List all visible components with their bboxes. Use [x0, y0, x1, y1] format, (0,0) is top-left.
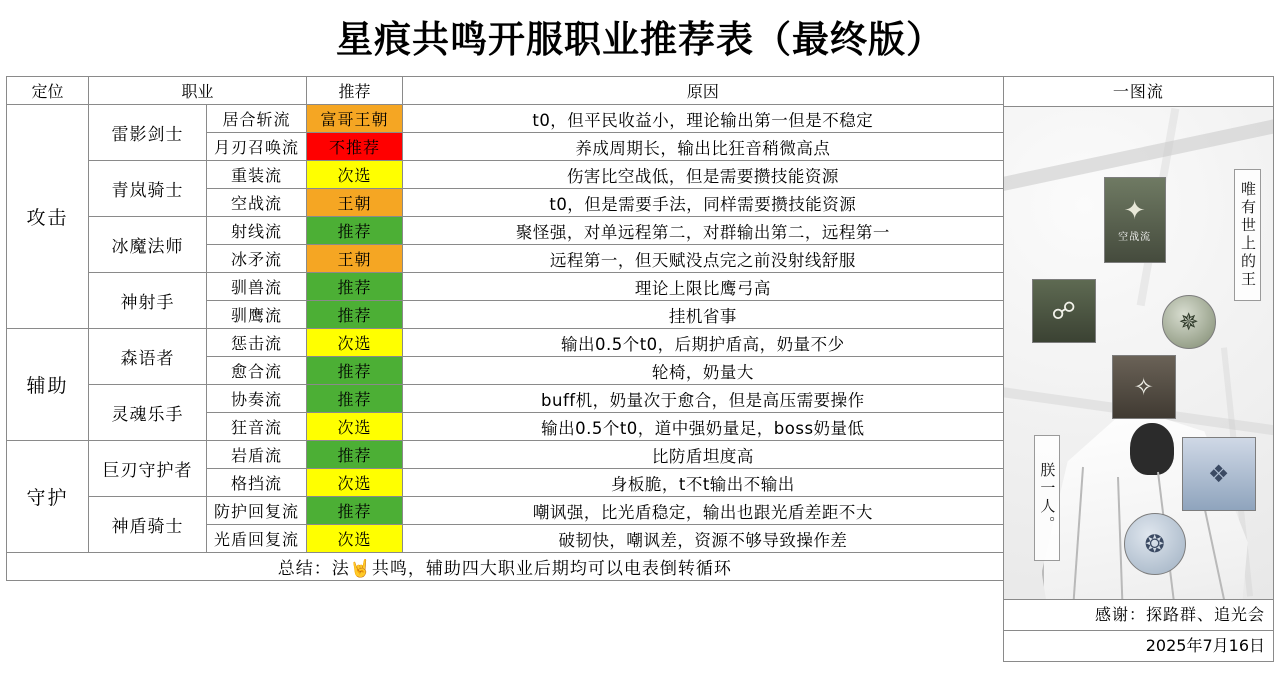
- reason-cell: 比防盾坦度高: [403, 441, 1004, 469]
- skill-icon-4[interactable]: [1124, 513, 1186, 575]
- class-cell: 灵魂乐手: [89, 385, 207, 441]
- reason-cell: 挂机省事: [403, 301, 1004, 329]
- table-row: [7, 273, 1004, 301]
- build-cell: 岩盾流: [207, 441, 307, 469]
- recommendation-badge: 王朝: [307, 245, 403, 273]
- artwork-caption-top: 唯有世上的王: [1234, 169, 1261, 301]
- table-header-row: [7, 77, 1004, 105]
- recommendation-badge: 推荐: [307, 497, 403, 525]
- class-recommendation-table: [6, 76, 1004, 581]
- build-cell: 重装流: [207, 161, 307, 189]
- reason-cell: t0，但平民收益小，理论输出第一但是不稳定: [403, 105, 1004, 133]
- right-panel-header: 一图流: [1003, 76, 1274, 107]
- reason-cell: buff机，奶量次于愈合，但是高压需要操作: [403, 385, 1004, 413]
- table-row: [7, 441, 1004, 469]
- table-row: [7, 161, 1004, 189]
- summary-row: [7, 553, 1004, 581]
- class-cell: 巨刃守护者: [89, 441, 207, 497]
- reason-cell: 聚怪强，对单远程第二，对群输出第二，远程第一: [403, 217, 1004, 245]
- header-role: 定位: [7, 77, 89, 105]
- page-title: 星痕共鸣开服职业推荐表（最终版）: [336, 18, 944, 61]
- class-cell: 雷影剑士: [89, 105, 207, 161]
- skill-icon-5-glyph: ✵: [1178, 308, 1199, 337]
- reason-cell: 伤害比空战低，但是需要攒技能资源: [403, 161, 1004, 189]
- recommendation-badge: 推荐: [307, 301, 403, 329]
- build-cell: 居合斩流: [207, 105, 307, 133]
- table-row: [7, 497, 1004, 525]
- role-cell: 攻击: [7, 105, 89, 329]
- recommendation-badge: 次选: [307, 329, 403, 357]
- artwork-caption-bottom: 朕一人。: [1034, 435, 1061, 561]
- build-cell: 射线流: [207, 217, 307, 245]
- reason-cell: 身板脆，t不t输出不输出: [403, 469, 1004, 497]
- header-reason: 原因: [403, 77, 1004, 105]
- header-recommend: 推荐: [307, 77, 403, 105]
- recommendation-badge: 次选: [307, 525, 403, 553]
- build-cell: 驯兽流: [207, 273, 307, 301]
- build-cell: 格挡流: [207, 469, 307, 497]
- reason-cell: 嘲讽强，比光盾稳定，输出也跟光盾差距不大: [403, 497, 1004, 525]
- skill-icon-main[interactable]: [1104, 177, 1166, 263]
- reason-cell: 理论上限比鹰弓高: [403, 273, 1004, 301]
- skill-icon-1[interactable]: [1032, 279, 1096, 343]
- character-artwork: [1003, 107, 1274, 600]
- reason-cell: 输出0.5个t0，后期护盾高，奶量不少: [403, 329, 1004, 357]
- content-area: [0, 76, 1280, 662]
- recommendation-badge: 次选: [307, 413, 403, 441]
- recommendation-badge: 推荐: [307, 273, 403, 301]
- build-cell: 月刃召唤流: [207, 133, 307, 161]
- class-cell: 神盾骑士: [89, 497, 207, 553]
- build-cell: 协奏流: [207, 385, 307, 413]
- reason-cell: 破韧快，嘲讽差，资源不够导致操作差: [403, 525, 1004, 553]
- recommendation-badge: 不推荐: [307, 133, 403, 161]
- recommendation-badge: 次选: [307, 469, 403, 497]
- build-cell: 驯鹰流: [207, 301, 307, 329]
- table-row: [7, 385, 1004, 413]
- reason-cell: t0，但是需要手法，同样需要攒技能资源: [403, 189, 1004, 217]
- skill-icon-4-glyph: ❂: [1144, 530, 1165, 559]
- build-cell: 冰矛流: [207, 245, 307, 273]
- build-cell: 愈合流: [207, 357, 307, 385]
- reason-cell: 远程第一，但天赋没点完之前没射线舒服: [403, 245, 1004, 273]
- build-cell: 光盾回复流: [207, 525, 307, 553]
- recommendation-badge: 王朝: [307, 189, 403, 217]
- credits-text: 感谢：探路群、追光会: [1003, 600, 1274, 631]
- skill-icon-5[interactable]: [1162, 295, 1216, 349]
- header-class: 职业: [89, 77, 307, 105]
- skill-icon-3[interactable]: [1182, 437, 1256, 511]
- table-row: [7, 217, 1004, 245]
- class-cell: 神射手: [89, 273, 207, 329]
- role-cell: 守护: [7, 441, 89, 553]
- class-cell: 森语者: [89, 329, 207, 385]
- character-head: [1130, 423, 1174, 475]
- build-cell: 狂音流: [207, 413, 307, 441]
- skill-icon-2[interactable]: [1112, 355, 1176, 419]
- reason-cell: 输出0.5个t0，道中强奶量足，boss奶量低: [403, 413, 1004, 441]
- summary-text: 总结：法🤘共鸣，辅助四大职业后期均可以电表倒转循环: [7, 553, 1004, 581]
- table-row: [7, 105, 1004, 133]
- recommendation-badge: 富哥王朝: [307, 105, 403, 133]
- build-cell: 防护回复流: [207, 497, 307, 525]
- skill-icon-main-glyph: ✦: [1123, 195, 1146, 226]
- date-text: 2025年7月16日: [1003, 631, 1274, 662]
- skill-icon-2-glyph: ✧: [1133, 373, 1154, 402]
- recommendation-badge: 推荐: [307, 441, 403, 469]
- recommendation-badge: 次选: [307, 161, 403, 189]
- skill-icon-main-label: 空战流: [1118, 231, 1152, 243]
- right-panel: [1003, 76, 1274, 662]
- reason-cell: 轮椅，奶量大: [403, 357, 1004, 385]
- skill-icon-1-glyph: ☍: [1051, 297, 1076, 326]
- skill-icon-3-glyph: ❖: [1207, 460, 1230, 489]
- build-cell: 惩击流: [207, 329, 307, 357]
- class-cell: 冰魔法师: [89, 217, 207, 273]
- recommendation-badge: 推荐: [307, 385, 403, 413]
- recommendation-badge: 推荐: [307, 357, 403, 385]
- role-cell: 辅助: [7, 329, 89, 441]
- build-cell: 空战流: [207, 189, 307, 217]
- recommendation-badge: 推荐: [307, 217, 403, 245]
- table-row: [7, 329, 1004, 357]
- reason-cell: 养成周期长，输出比狂音稍微高点: [403, 133, 1004, 161]
- class-cell: 青岚骑士: [89, 161, 207, 217]
